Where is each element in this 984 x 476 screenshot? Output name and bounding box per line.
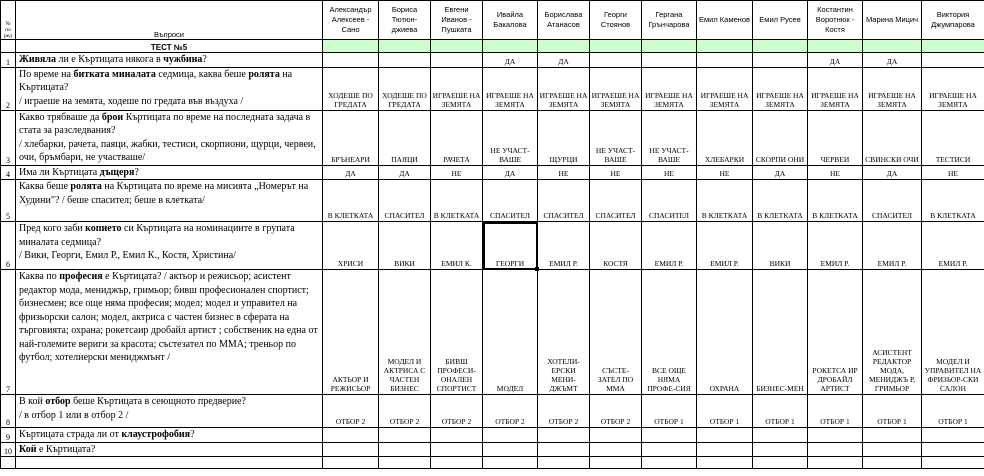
- answer-cell[interactable]: [922, 428, 984, 443]
- answer-cell[interactable]: ВИКИ: [379, 222, 431, 270]
- header-num-cell[interactable]: № по ред: [1, 1, 16, 40]
- answer-cell[interactable]: [808, 428, 863, 443]
- answer-cell[interactable]: БИВШ ПРОФЕСИ-ОНАЛЕН СПОРТИСТ: [431, 270, 483, 395]
- question-row: [1, 457, 984, 469]
- answer-cell[interactable]: [538, 442, 590, 457]
- participant-header-cell[interactable]: Георги Стоянов: [590, 1, 642, 40]
- answer-cell[interactable]: ЕМИЛ Р.: [697, 222, 753, 270]
- answer-cell[interactable]: ЕМИЛ Р.: [863, 222, 922, 270]
- row-number-cell[interactable]: 8: [1, 395, 16, 428]
- question-cell[interactable]: Къртицата страда ли от клаустрофобия?: [16, 428, 323, 443]
- row-number-cell[interactable]: 3: [1, 110, 16, 165]
- answer-cell[interactable]: СПАСИТЕЛ: [483, 180, 538, 222]
- answer-cell[interactable]: [697, 428, 753, 443]
- answer-cell[interactable]: АСИСТЕНТ РЕДАКТОР МОДА, МЕНИДЖЪ Р, ГРИМЬОР: [863, 270, 922, 395]
- answer-cell[interactable]: ОТБОР 1: [863, 395, 922, 428]
- answer-cell[interactable]: [379, 53, 431, 68]
- answer-cell[interactable]: МОДЕЛ: [483, 270, 538, 395]
- answer-cell[interactable]: [808, 442, 863, 457]
- fill-handle[interactable]: [535, 267, 539, 271]
- answer-cell[interactable]: СПАСИТЕЛ: [590, 180, 642, 222]
- answer-cell[interactable]: В КЛЕТКАТА: [697, 180, 753, 222]
- answer-cell[interactable]: ДА: [323, 165, 379, 180]
- answer-cell[interactable]: [922, 457, 984, 469]
- question-row: [1, 222, 984, 270]
- answer-cell[interactable]: В КЛЕТКАТА: [431, 180, 483, 222]
- answer-cell[interactable]: ВИКИ: [753, 222, 808, 270]
- participant-header-cell[interactable]: Евгени Иванов - Пушката: [431, 1, 483, 40]
- answer-cell[interactable]: СКОРПИ ОНИ: [753, 110, 808, 165]
- answer-cell[interactable]: [863, 457, 922, 469]
- answer-cell[interactable]: ХРИСИ: [323, 222, 379, 270]
- answer-cell[interactable]: ОТБОР 1: [808, 395, 863, 428]
- answer-cell[interactable]: ОТБОР 2: [323, 395, 379, 428]
- answer-cell[interactable]: БРЪНЕАРИ: [323, 110, 379, 165]
- answer-cell[interactable]: [697, 457, 753, 469]
- answer-cell[interactable]: СЪСТЕ-ЗАТЕЛ ПО ММА: [590, 270, 642, 395]
- answer-cell[interactable]: [431, 442, 483, 457]
- answer-cell[interactable]: ИГРАЕШЕ НА ЗЕМЯТА: [590, 67, 642, 110]
- answer-cell[interactable]: [922, 53, 984, 68]
- answer-cell[interactable]: [538, 428, 590, 443]
- answer-cell[interactable]: ХОТЕЛИ-ЕРСКИ МЕНИ-ДЖЪМТ: [538, 270, 590, 395]
- participant-header-cell[interactable]: Костантин Воротнюк - Костя: [808, 1, 863, 40]
- answer-cell[interactable]: [590, 53, 642, 68]
- answer-cell[interactable]: НЕ: [642, 165, 697, 180]
- answer-cell[interactable]: ИГРАЕШЕ НА ЗЕМЯТА: [753, 67, 808, 110]
- answer-cell[interactable]: [863, 428, 922, 443]
- question-row: [1, 110, 984, 165]
- answer-cell[interactable]: ОТБОР 2: [379, 395, 431, 428]
- answer-cell[interactable]: ОТБОР 2: [431, 395, 483, 428]
- answer-cell[interactable]: ИГРАЕШЕ НА ЗЕМЯТА: [483, 67, 538, 110]
- test-row-cell[interactable]: [590, 40, 642, 53]
- question-cell[interactable]: В кой отбор беше Къртицата в сеющното предверие? / в отбор 1 или в отбор 2 /: [16, 395, 323, 428]
- answer-cell[interactable]: ДА: [483, 165, 538, 180]
- answer-cell[interactable]: РОКЕТСА ИР ДРОБАЙЛ АРТИСТ: [808, 270, 863, 395]
- question-cell[interactable]: Каква беше ролята на Къртицата по време на мисията „Номерът на Худини"? / беше спасител; беше в клетката/: [16, 180, 323, 222]
- answer-cell[interactable]: СПАСИТЕЛ: [863, 180, 922, 222]
- answer-cell[interactable]: НЕ: [697, 165, 753, 180]
- answer-cell[interactable]: ДА: [753, 165, 808, 180]
- answer-cell[interactable]: [538, 457, 590, 469]
- row-number-cell[interactable]: [1, 457, 16, 469]
- answer-cell[interactable]: [323, 428, 379, 443]
- answer-cell[interactable]: НЕ: [590, 165, 642, 180]
- answer-cell[interactable]: ДА: [808, 53, 863, 68]
- answer-cell[interactable]: ДА: [483, 53, 538, 68]
- participant-header-cell[interactable]: Виктория Джумпарова: [922, 1, 984, 40]
- answer-cell[interactable]: [642, 53, 697, 68]
- answer-cell[interactable]: НЕ УЧАСТ-ВАШЕ: [590, 110, 642, 165]
- answer-cell[interactable]: [431, 457, 483, 469]
- answer-cell[interactable]: [808, 457, 863, 469]
- answer-cell[interactable]: В КЛЕТКАТА: [922, 180, 984, 222]
- test-title-cell[interactable]: ТЕСТ №5: [16, 40, 323, 53]
- answer-cell[interactable]: НЕ: [922, 165, 984, 180]
- answer-cell[interactable]: ИГРАЕШЕ НА ЗЕМЯТА: [922, 67, 984, 110]
- test-row-cell[interactable]: [922, 40, 984, 53]
- test-row-cell[interactable]: [642, 40, 697, 53]
- answer-cell[interactable]: [323, 457, 379, 469]
- answer-cell[interactable]: [697, 53, 753, 68]
- answer-cell[interactable]: ОХРАНА: [697, 270, 753, 395]
- answer-cell[interactable]: АКТЬОР И РЕЖИСЬОР: [323, 270, 379, 395]
- row-number-cell[interactable]: 5: [1, 180, 16, 222]
- question-cell[interactable]: [16, 457, 323, 469]
- answer-cell[interactable]: ДА: [863, 165, 922, 180]
- answer-cell[interactable]: ДА: [379, 165, 431, 180]
- answer-cell[interactable]: ГЕОРГИ: [483, 222, 538, 270]
- answer-cell[interactable]: НЕ УЧАСТ-ВАШЕ: [642, 110, 697, 165]
- question-row: [1, 180, 984, 222]
- answer-cell[interactable]: СПАСИТЕЛ: [642, 180, 697, 222]
- answer-cell[interactable]: [922, 442, 984, 457]
- answer-cell[interactable]: [642, 457, 697, 469]
- answer-cell[interactable]: СПАСИТЕЛ: [538, 180, 590, 222]
- test-title-num-cell[interactable]: [1, 40, 16, 53]
- participant-header-cell[interactable]: Александър Алексеев - Сано: [323, 1, 379, 40]
- question-cell[interactable]: Каква по професия е Къртицата? / актьор и режисьор; асистент редактор мода, мениджър, гримьор; бивш професионален спортист; бизнесмен; все още няма професия; модел; модел и управител на фризьорски салон; модел, актриса с частен бизнес в сферата на търговията; охрана; рокетсаир дробайл артист ; собственик на една от най-големите вериги за красота; състезател по ММА; треньор по футбол; хотелиерски мениджмънт /: [16, 270, 323, 395]
- answer-cell[interactable]: ЩУРЦИ: [538, 110, 590, 165]
- answer-cell[interactable]: МОДЕЛ И УПРАВИТЕЛ НА ФРИЗЬОР-СКИ САЛОН: [922, 270, 984, 395]
- answer-cell[interactable]: [642, 428, 697, 443]
- answer-cell[interactable]: ИГРАЕШЕ НА ЗЕМЯТА: [808, 67, 863, 110]
- answer-cell[interactable]: [323, 53, 379, 68]
- participant-header-cell[interactable]: Емил Русев: [753, 1, 808, 40]
- answer-cell[interactable]: [590, 442, 642, 457]
- question-cell[interactable]: По време на битката миналата седмица, каква беше ролята на Къртицата? / играеше на земята, ходеше по гредата във въздуха /: [16, 67, 323, 110]
- answer-cell[interactable]: ИГРАЕШЕ НА ЗЕМЯТА: [642, 67, 697, 110]
- answer-cell[interactable]: [379, 457, 431, 469]
- test-row-cell[interactable]: [379, 40, 431, 53]
- answer-cell[interactable]: ИГРАЕШЕ НА ЗЕМЯТА: [538, 67, 590, 110]
- answer-cell[interactable]: КОСТЯ: [590, 222, 642, 270]
- answer-cell[interactable]: [483, 428, 538, 443]
- question-row: [1, 165, 984, 180]
- answer-cell[interactable]: [431, 428, 483, 443]
- answer-cell[interactable]: ОТБОР 2: [590, 395, 642, 428]
- answer-cell[interactable]: ХОДЕШЕ ПО ГРЕДАТА: [379, 67, 431, 110]
- answer-cell[interactable]: ТЕСТИСИ: [922, 110, 984, 165]
- question-row: [1, 270, 984, 395]
- answer-cell[interactable]: МОДЕЛ И АКТРИСА С ЧАСТЕН БИЗНЕС: [379, 270, 431, 395]
- header-row: [1, 1, 984, 40]
- participant-header-cell[interactable]: Марина Мицич: [863, 1, 922, 40]
- answer-cell[interactable]: НЕ: [431, 165, 483, 180]
- row-number-cell[interactable]: 1: [1, 53, 16, 68]
- answer-cell[interactable]: [642, 442, 697, 457]
- answer-cell[interactable]: ДА: [863, 53, 922, 68]
- question-cell[interactable]: Живяла ли е Къртицата някога в чужбина?: [16, 53, 323, 68]
- question-cell[interactable]: Има ли Къртицата дъщеря?: [16, 165, 323, 180]
- answer-cell[interactable]: [323, 442, 379, 457]
- participant-header-cell[interactable]: Емил Каменов: [697, 1, 753, 40]
- test-row-cell[interactable]: [697, 40, 753, 53]
- question-cell[interactable]: Пред кого заби копието си Къртицата на номинациите в групата миналата седмица? / Вики, Георги, Емил Р., Емил К., Костя, Христина/: [16, 222, 323, 270]
- participant-header-cell[interactable]: Бориса Тютюн-джиева: [379, 1, 431, 40]
- answer-cell[interactable]: ИГРАЕШЕ НА ЗЕМЯТА: [863, 67, 922, 110]
- question-row: [1, 67, 984, 110]
- answer-cell[interactable]: В КЛЕТКАТА: [808, 180, 863, 222]
- test-row-cell[interactable]: [323, 40, 379, 53]
- answer-cell[interactable]: [753, 457, 808, 469]
- answer-cell[interactable]: ХОДЕШЕ ПО ГРЕДАТА: [323, 67, 379, 110]
- answer-cell[interactable]: ПАЯЦИ: [379, 110, 431, 165]
- answer-cell[interactable]: [483, 442, 538, 457]
- participant-header-cell[interactable]: Гергана Грънчарова: [642, 1, 697, 40]
- test-row-cell[interactable]: [753, 40, 808, 53]
- participant-header-cell[interactable]: Ивайла Бакалова: [483, 1, 538, 40]
- answer-cell[interactable]: ЕМИЛ Р.: [642, 222, 697, 270]
- answer-cell[interactable]: НЕ: [538, 165, 590, 180]
- answer-cell[interactable]: [753, 442, 808, 457]
- question-row: [1, 428, 984, 443]
- test-row-cell[interactable]: [863, 40, 922, 53]
- row-number-cell[interactable]: 9: [1, 428, 16, 443]
- answer-cell[interactable]: ДА: [538, 53, 590, 68]
- participant-header-cell[interactable]: Бориславa Атанасов: [538, 1, 590, 40]
- answer-cell[interactable]: БИЗНЕС-МЕН: [753, 270, 808, 395]
- question-cell[interactable]: Кой е Къртицата?: [16, 442, 323, 457]
- test-row-cell[interactable]: [538, 40, 590, 53]
- answer-cell[interactable]: ИГРАЕШЕ НА ЗЕМЯТА: [697, 67, 753, 110]
- header-questions-cell[interactable]: Въпроси: [16, 1, 323, 40]
- answer-cell[interactable]: [753, 428, 808, 443]
- answer-cell[interactable]: ОТБОР 1: [753, 395, 808, 428]
- test-title-row: [1, 40, 984, 53]
- row-number-cell[interactable]: 7: [1, 270, 16, 395]
- question-row: [1, 395, 984, 428]
- row-number-cell[interactable]: 2: [1, 67, 16, 110]
- answer-cell[interactable]: [431, 53, 483, 68]
- answer-cell[interactable]: ОТБОР 1: [697, 395, 753, 428]
- answer-cell[interactable]: НЕ УЧАСТ-ВАШЕ: [483, 110, 538, 165]
- answer-cell[interactable]: В КЛЕТКАТА: [323, 180, 379, 222]
- answer-cell[interactable]: ОТБОР 2: [483, 395, 538, 428]
- test-row-cell[interactable]: [483, 40, 538, 53]
- row-number-cell[interactable]: 4: [1, 165, 16, 180]
- answer-cell[interactable]: ХЛЕБАРКИ: [697, 110, 753, 165]
- answer-cell[interactable]: ОТБОР 2: [538, 395, 590, 428]
- answer-cell[interactable]: ЕМИЛ Р.: [538, 222, 590, 270]
- answer-cell[interactable]: ВСЕ ОЩЕ НЯМА ПРОФЕ-СИЯ: [642, 270, 697, 395]
- answer-cell[interactable]: ЕМИЛ Р.: [808, 222, 863, 270]
- question-row: [1, 53, 984, 68]
- answer-cell[interactable]: СПАСИТЕЛ: [379, 180, 431, 222]
- answer-cell[interactable]: [379, 442, 431, 457]
- answer-cell[interactable]: ЕМИЛ К.: [431, 222, 483, 270]
- answer-cell[interactable]: РАЧЕТА: [431, 110, 483, 165]
- question-cell[interactable]: Какво трябваше да брои Къртицата по време на последната задача в стата за разследвания? / хлебарки, рачета, паяци, жабки, тестиси, скорпиони, щурци, червеи, очи, бръмбари, не участваше/: [16, 110, 323, 165]
- answer-cell[interactable]: ИГРАЕШЕ НА ЗЕМЯТА: [431, 67, 483, 110]
- answer-cell[interactable]: [483, 457, 538, 469]
- answer-cell[interactable]: ЕМИЛ Р.: [922, 222, 984, 270]
- question-row: [1, 442, 984, 457]
- answer-cell[interactable]: [379, 428, 431, 443]
- test-row-cell[interactable]: [431, 40, 483, 53]
- row-number-cell[interactable]: 6: [1, 222, 16, 270]
- answer-cell[interactable]: [590, 428, 642, 443]
- answer-cell[interactable]: [863, 442, 922, 457]
- answer-cell[interactable]: НЕ: [808, 165, 863, 180]
- answer-cell[interactable]: ЧЕРВЕИ: [808, 110, 863, 165]
- answer-cell[interactable]: [697, 442, 753, 457]
- answer-cell[interactable]: СВИНСКИ ОЧИ: [863, 110, 922, 165]
- row-number-cell[interactable]: 10: [1, 442, 16, 457]
- answer-cell[interactable]: [753, 53, 808, 68]
- answer-cell[interactable]: [590, 457, 642, 469]
- answer-cell[interactable]: ОТБОР 1: [922, 395, 984, 428]
- answer-cell[interactable]: В КЛЕТКАТА: [753, 180, 808, 222]
- answer-cell[interactable]: ОТБОР 1: [642, 395, 697, 428]
- test-row-cell[interactable]: [808, 40, 863, 53]
